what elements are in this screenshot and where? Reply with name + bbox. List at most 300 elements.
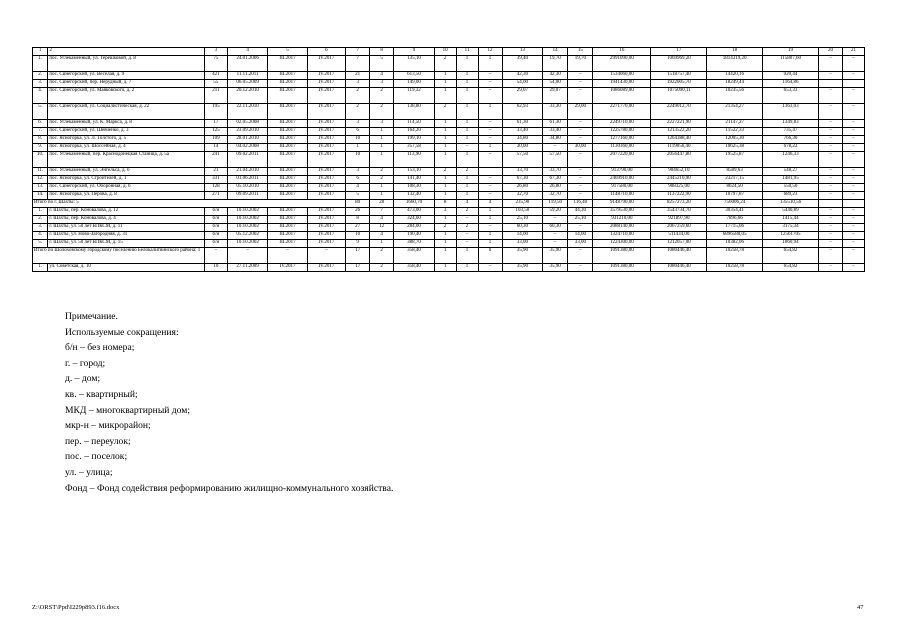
table-cell: 9 xyxy=(394,48,435,56)
table-cell: 34,80 xyxy=(543,136,568,144)
table-cell: 6 xyxy=(346,176,370,184)
table-cell: 12561705 xyxy=(763,232,819,240)
table-cell: 12. xyxy=(33,176,48,184)
table-cell: 548,27 xyxy=(763,168,819,176)
table-cell: 1 xyxy=(434,152,456,168)
table-cell: 33,40 xyxy=(543,128,568,136)
table-cell: 42,30 xyxy=(502,72,543,80)
table-cell: 4 xyxy=(370,72,394,80)
table-cell: 1 xyxy=(456,152,478,168)
table-cell xyxy=(818,80,842,88)
table-cell: 10 xyxy=(434,48,456,56)
table-cell: 33,70 xyxy=(502,168,543,176)
table-cell: пос. Ясногорка, ул. Строителей, д. 1 xyxy=(48,176,205,184)
table-cell: – xyxy=(818,232,842,240)
table-cell: 5. xyxy=(33,240,48,248)
table-cell: – xyxy=(843,216,865,224)
table-cell: 24.01.2006 xyxy=(227,56,268,72)
table-cell: – xyxy=(227,248,268,264)
table-cell: 33,70 xyxy=(543,168,568,176)
table-cell: III.2017 xyxy=(268,240,307,248)
table-cell: 1069969,20 xyxy=(651,56,707,72)
table-cell: Итого по Шолоховскому городскому поселению Белокалитвинского района: 1 xyxy=(33,248,205,264)
table-cell: г. Шахты, ул. 50 лет ВЛКСМ, д. 15 xyxy=(48,240,205,248)
table-cell: 931210,00 xyxy=(593,216,651,224)
table-cell: 4 xyxy=(370,216,394,224)
notes-item: МКД – многоквартирный дом; xyxy=(65,404,191,416)
table-cell: пос. Углекаменный, ул. К. Маркса, д. 8 xyxy=(48,120,205,128)
table-cell: 2445210,90 xyxy=(651,176,707,184)
table-cell: 1 xyxy=(434,144,456,152)
table-cell: III.2017 xyxy=(268,128,307,136)
table-cell: 60,30 xyxy=(502,224,543,232)
table-cell: 09.09.2011 xyxy=(227,192,268,200)
table-cell: – xyxy=(478,184,502,192)
table-cell: пос. Синегорский, ул. Веселая, д. 9 xyxy=(48,72,205,80)
table-cell: – xyxy=(268,248,307,264)
table-cell: 10235,56 xyxy=(707,88,763,104)
table-cell: – xyxy=(818,128,842,136)
table-cell: – xyxy=(843,208,865,216)
notes-item: г. – город; xyxy=(65,357,106,369)
table-cell: III.2017 xyxy=(268,216,307,224)
table-cell: 61,30 xyxy=(543,120,568,128)
table-cell: 5440,89 xyxy=(763,208,819,216)
notes-item: пос. – поселок; xyxy=(65,451,128,463)
table-cell: 10.10.2002 xyxy=(227,224,268,232)
table-row xyxy=(33,80,865,88)
table-cell: 19525,87 xyxy=(707,152,763,168)
table-cell: 1481,95 xyxy=(763,176,819,184)
table-cell: 4 xyxy=(370,232,394,240)
table-cell: – xyxy=(843,136,865,144)
table-cell: – xyxy=(478,120,502,128)
table-cell: 7. xyxy=(33,128,48,136)
table-cell: 1922005,70 xyxy=(651,80,707,88)
notes-list xyxy=(65,340,665,496)
table-cell: 908325,00 xyxy=(651,184,707,192)
table-cell: III.2017 xyxy=(268,168,307,176)
table-cell: 44,30 xyxy=(568,208,593,216)
table-cell: 0 xyxy=(478,248,502,264)
table-cell: 10.10.2002 xyxy=(227,240,268,248)
table-cell: 654,82 xyxy=(763,248,819,264)
table-cell: 25,10 xyxy=(568,216,593,224)
table-cell: 10.10.2002 xyxy=(227,216,268,224)
table-cell: 9148790,00 xyxy=(593,200,651,208)
table-cell: 8257273,20 xyxy=(651,200,707,208)
table-cell: IV.2017 xyxy=(307,192,345,200)
table-cell: – xyxy=(843,224,865,232)
table-cell: 2 xyxy=(434,104,456,120)
table-cell: 1 xyxy=(434,120,456,128)
table-cell: 1137222,90 xyxy=(651,192,707,200)
table-cell: 128 xyxy=(204,184,227,192)
table-cell: IV.2017 xyxy=(307,232,345,240)
table-cell: – xyxy=(204,248,227,264)
table-cell: 211 xyxy=(204,88,227,104)
table-cell: IV.2017 xyxy=(307,88,345,104)
table-cell: 1 xyxy=(456,88,478,104)
table-cell: 8 xyxy=(346,216,370,224)
table-cell: 1224300,00 xyxy=(593,240,651,248)
table-cell: – xyxy=(818,144,842,152)
table-cell: – xyxy=(568,120,593,128)
table-cell: III.2017 xyxy=(268,72,307,80)
table-cell: 42,30 xyxy=(543,72,568,80)
table-cell: – xyxy=(478,80,502,88)
table-cell: 67,30 xyxy=(543,176,568,184)
table-cell: 27.11.2009 xyxy=(227,264,268,272)
table-cell: 1 xyxy=(478,144,502,152)
table-cell: 11522,33 xyxy=(707,128,763,136)
table-cell: 54,00 xyxy=(502,80,543,88)
table-cell: 4. xyxy=(33,232,48,240)
table-cell: 114,50 xyxy=(394,120,435,128)
table-cell: пос. Углекаменный, ул. Энгельса, д. 6 xyxy=(48,168,205,176)
table-cell: пос. Синегорский, ул. Социалистическая, д. 22 xyxy=(48,104,205,120)
table-cell: 138,80 xyxy=(394,104,435,120)
notes-title: Примечание. xyxy=(65,311,118,322)
table-cell: 9 xyxy=(346,240,370,248)
table-cell: 284,00 xyxy=(394,224,435,232)
table-cell: 30354,41 xyxy=(707,208,763,216)
table-cell: 1213522,20 xyxy=(651,128,707,136)
table-cell: – xyxy=(843,120,865,128)
notes-item: мкр-н – микрорайон; xyxy=(65,420,151,432)
notes-item: кв. – квартирный; xyxy=(65,388,138,400)
table-cell: – xyxy=(818,152,842,168)
table-row xyxy=(33,136,865,144)
table-cell: – xyxy=(843,184,865,192)
table-row xyxy=(33,48,865,56)
table-cell: 35,90 xyxy=(543,264,568,272)
table-cell: 119,50 xyxy=(543,200,568,208)
table-cell: 1 xyxy=(434,232,456,240)
table-cell: III.2017 xyxy=(268,152,307,168)
table-cell xyxy=(843,80,865,88)
table-cell: 1 xyxy=(370,240,394,248)
table-cell: 2 xyxy=(370,264,394,272)
table-cell: 3 xyxy=(370,120,394,128)
table-cell: 2 xyxy=(370,104,394,120)
table-cell: – xyxy=(543,216,568,224)
table-cell: IV.2017 xyxy=(307,152,345,168)
table-cell: пос. Синегорский, ул. Шевченко, д. 3 xyxy=(48,128,205,136)
table-cell: 132,40 xyxy=(394,192,435,200)
table-cell: 17 xyxy=(651,48,707,56)
table-cell: 1415,44 xyxy=(763,216,819,224)
table-cell: 1 xyxy=(370,128,394,136)
table-cell: 1 xyxy=(456,128,478,136)
table-cell: 11 xyxy=(456,48,478,56)
table-cell: 06.05.2009 xyxy=(227,80,268,88)
notes-item: пер. – переулок; xyxy=(65,435,131,447)
table-cell: 109 xyxy=(204,136,227,144)
table-cell: 1246,33 xyxy=(763,152,819,168)
table-cell: 331 xyxy=(204,176,227,184)
table-cell: 1 xyxy=(456,192,478,200)
table-cell: 17 xyxy=(204,120,227,128)
table-cell: 9. xyxy=(33,144,48,152)
table-cell: 09.02.2011 xyxy=(227,152,268,168)
table-cell: 190,40 xyxy=(394,232,435,240)
table-cell: – xyxy=(818,264,842,272)
table-cell: 1 xyxy=(478,56,502,72)
table-cell: 3 xyxy=(204,48,227,56)
table-cell: 10 xyxy=(346,152,370,168)
table-cell: IV.2017 xyxy=(307,264,345,272)
table-cell: – xyxy=(478,192,502,200)
table-cell: – xyxy=(478,88,502,104)
table-cell: пос. Углекаменный, ул. Терешковой, д. 8 xyxy=(48,56,205,72)
table-cell: 1 xyxy=(33,48,48,56)
table-cell: 235,90 xyxy=(502,200,543,208)
table-cell: 1363,03 xyxy=(763,104,819,120)
table-cell: 1349,83 xyxy=(763,120,819,128)
table-cell: – xyxy=(843,168,865,176)
table-cell: 6 xyxy=(307,48,345,56)
table-cell: 59,20 xyxy=(543,208,568,216)
table-cell: III.2017 xyxy=(268,104,307,120)
table-cell: 1148710,00 xyxy=(593,192,651,200)
table-cell: – xyxy=(843,192,865,200)
table-cell: 653,33 xyxy=(763,88,819,104)
table-cell: 1 xyxy=(456,248,478,264)
table-cell: 21147,27 xyxy=(707,120,763,128)
table-cell: – xyxy=(818,224,842,232)
table-cell: 1091380,00 xyxy=(593,264,651,272)
table-cell: 1212057,00 xyxy=(651,240,707,248)
table-cell: 153,10 xyxy=(394,168,435,176)
table-cell: 14420,16 xyxy=(707,72,763,80)
table-cell: 27 xyxy=(346,224,370,232)
table-cell: – xyxy=(568,176,593,184)
table-cell: 5 xyxy=(346,192,370,200)
table-cell: 28.01.2010 xyxy=(227,136,268,144)
table-cell: 115807,60 xyxy=(763,56,819,72)
table-cell: IV.2017 xyxy=(307,144,345,152)
table-cell: – xyxy=(818,192,842,200)
table-cell: 33,00 xyxy=(568,240,593,248)
table-cell: ул. Советская, д. 10 xyxy=(48,264,205,272)
table-cell: 1 xyxy=(456,120,478,128)
table-cell: 15 xyxy=(568,48,593,56)
table-cell: 1 xyxy=(370,152,394,168)
table-cell: 1 xyxy=(478,208,502,216)
table-cell: III.2017 xyxy=(268,184,307,192)
table-cell: 125 xyxy=(204,128,227,136)
table-cell: 1264388,40 xyxy=(651,136,707,144)
table-cell: 1091380,00 xyxy=(593,248,651,264)
table-cell: – xyxy=(568,128,593,136)
table-cell: 149,00 xyxy=(394,80,435,88)
table-cell: – xyxy=(843,240,865,248)
table-row xyxy=(33,240,865,248)
table-cell: 917580,00 xyxy=(593,184,651,192)
table-cell: – xyxy=(568,136,593,144)
table-cell: 19 xyxy=(763,48,819,56)
table-cell: 20.12.2010 xyxy=(227,88,268,104)
table-cell: IV.2017 xyxy=(307,104,345,120)
table-cell: – xyxy=(568,224,593,232)
table-cell: 8589,63 xyxy=(707,168,763,176)
table-cell: 23.09.2010 xyxy=(227,128,268,136)
table-cell: III.2017 xyxy=(268,144,307,152)
table-cell: 35,90 xyxy=(502,248,543,264)
table-cell: 1. xyxy=(33,208,48,216)
table-cell: 1086089,00 xyxy=(593,88,651,104)
table-row xyxy=(33,192,865,200)
table-cell: 7 xyxy=(370,208,394,216)
table-cell: – xyxy=(478,136,502,144)
register-table xyxy=(32,47,865,272)
footer-page-number: 47 xyxy=(857,604,864,611)
table-cell: 13. xyxy=(33,184,48,192)
table-cell: – xyxy=(543,240,568,248)
table-cell: 34,80 xyxy=(502,136,543,144)
table-cell: 1 xyxy=(434,264,456,272)
table-cell: 2 xyxy=(434,56,456,72)
table-cell: 2 xyxy=(346,104,370,120)
table-cell: III.2017 xyxy=(268,224,307,232)
table-cell: 3. xyxy=(33,80,48,88)
table-cell: 14 xyxy=(543,48,568,56)
table-cell: – xyxy=(818,136,842,144)
table-cell: 10 xyxy=(346,136,370,144)
table-cell: 4 xyxy=(456,200,478,208)
table-cell: 61,30 xyxy=(502,120,543,128)
table-cell: 2 xyxy=(456,168,478,176)
table-cell: 3 xyxy=(346,120,370,128)
table-cell: г. Шахты, пер. Коновалова, д. 4 xyxy=(48,216,205,224)
table-cell: – xyxy=(818,240,842,248)
table-cell: 1814319,20 xyxy=(707,56,763,72)
table-cell: 1 xyxy=(434,136,456,144)
table-cell: 2067259,60 xyxy=(651,224,707,232)
notes-subtitle: Используемые сокращения: xyxy=(65,326,179,338)
table-cell: 57,50 xyxy=(543,152,568,168)
table-cell: 05.12.2002 xyxy=(227,232,268,240)
table-row xyxy=(33,264,865,272)
table-cell: 3. xyxy=(33,224,48,232)
table-cell: 21 xyxy=(204,168,227,176)
table-cell: 4. xyxy=(33,88,48,104)
table-cell: 10382,06 xyxy=(707,240,763,248)
table-cell: 511434,00 xyxy=(651,232,707,240)
table-cell: 1080446,40 xyxy=(651,264,707,272)
table-cell: 1 xyxy=(370,144,394,152)
table-cell: 2 xyxy=(346,88,370,104)
table-cell: – xyxy=(478,264,502,272)
table-cell: – xyxy=(568,184,593,192)
table-row xyxy=(33,72,865,80)
table-cell: 473,00 xyxy=(394,208,435,216)
table-cell: 10625,38 xyxy=(707,144,763,152)
table-cell: 3543734,70 xyxy=(651,208,707,216)
table-cell: III.2017 xyxy=(268,56,307,72)
table-cell: III.2017 xyxy=(268,120,307,128)
table-cell: 1 xyxy=(456,80,478,88)
table-cell: – xyxy=(456,232,478,240)
table-cell: 10797,87 xyxy=(707,192,763,200)
table-cell: 12 xyxy=(478,48,502,56)
table-cell: – xyxy=(478,152,502,168)
table-cell: 678,22 xyxy=(763,144,819,152)
table-cell: 1 xyxy=(434,192,456,200)
table-cell: – xyxy=(456,240,478,248)
table-cell: 2 xyxy=(370,176,394,184)
table-cell: 1164,86 xyxy=(763,80,819,88)
table-cell: 116,40 xyxy=(568,200,593,208)
table-cell: – xyxy=(568,168,593,176)
table-cell: 60,30 xyxy=(543,224,568,232)
table-cell: 1075090,11 xyxy=(651,88,707,104)
table-cell: 29,07 xyxy=(543,88,568,104)
table-cell: 10. xyxy=(33,152,48,168)
table-cell: пос. Синегорский, ул. Оборонная, д. 6 xyxy=(48,184,205,192)
table-cell: 55 xyxy=(204,80,227,88)
table-cell: 913790,00 xyxy=(593,168,651,176)
table-cell: 2 xyxy=(456,208,478,216)
table-cell: 1. xyxy=(33,56,48,72)
table-cell: 3 xyxy=(434,208,456,216)
table-cell: б/н xyxy=(204,224,227,232)
table-cell: – xyxy=(818,216,842,224)
table-cell: 21.04.2010 xyxy=(227,168,268,176)
table-cell: 21 xyxy=(843,48,865,56)
table-cell: 13 xyxy=(502,48,543,56)
table-cell: 613,50 xyxy=(394,72,435,80)
table-cell: 357,58 xyxy=(394,144,435,152)
table-cell: – xyxy=(843,152,865,168)
table-row xyxy=(33,56,865,72)
table-cell: 2. xyxy=(33,216,48,224)
table-cell: – xyxy=(843,56,865,72)
table-cell: 2 xyxy=(434,168,456,176)
table-cell: 2056447,80 xyxy=(651,152,707,168)
table-cell: 14,00 xyxy=(502,232,543,240)
table-row xyxy=(33,120,865,128)
table-cell: 12 xyxy=(370,224,394,232)
table-cell: 1 xyxy=(346,144,370,152)
table-cell: – xyxy=(843,72,865,80)
table-cell: 1 xyxy=(478,216,502,224)
table-cell: 21354,27 xyxy=(707,104,763,120)
table-cell: – xyxy=(478,176,502,184)
table-cell: 14. xyxy=(33,192,48,200)
table-cell: 358,40 xyxy=(394,248,435,264)
table-cell: 10 xyxy=(346,232,370,240)
notes-section xyxy=(65,309,665,496)
table-cell: 30,00 xyxy=(502,144,543,152)
table-cell: – xyxy=(568,152,593,168)
table-cell: 6896580,05 xyxy=(707,232,763,240)
table-cell: 135510,56 xyxy=(763,200,819,208)
table-cell: 5. xyxy=(33,104,48,120)
table-cell: III.2017 xyxy=(268,232,307,240)
table-cell: г. Шахты, пер. Коновалова, д. 12 xyxy=(48,208,205,216)
table-cell: 33,40 xyxy=(502,128,543,136)
table-cell: – xyxy=(843,88,865,104)
table-cell: 103,50 xyxy=(502,208,543,216)
table-cell: 241 xyxy=(204,152,227,168)
table-cell: 2991090,00 xyxy=(593,56,651,72)
table-cell: 113,90 xyxy=(394,152,435,168)
table-cell: 3175,34 xyxy=(763,224,819,232)
table-cell: IV.2017 xyxy=(307,56,345,72)
table-cell: – xyxy=(843,176,865,184)
